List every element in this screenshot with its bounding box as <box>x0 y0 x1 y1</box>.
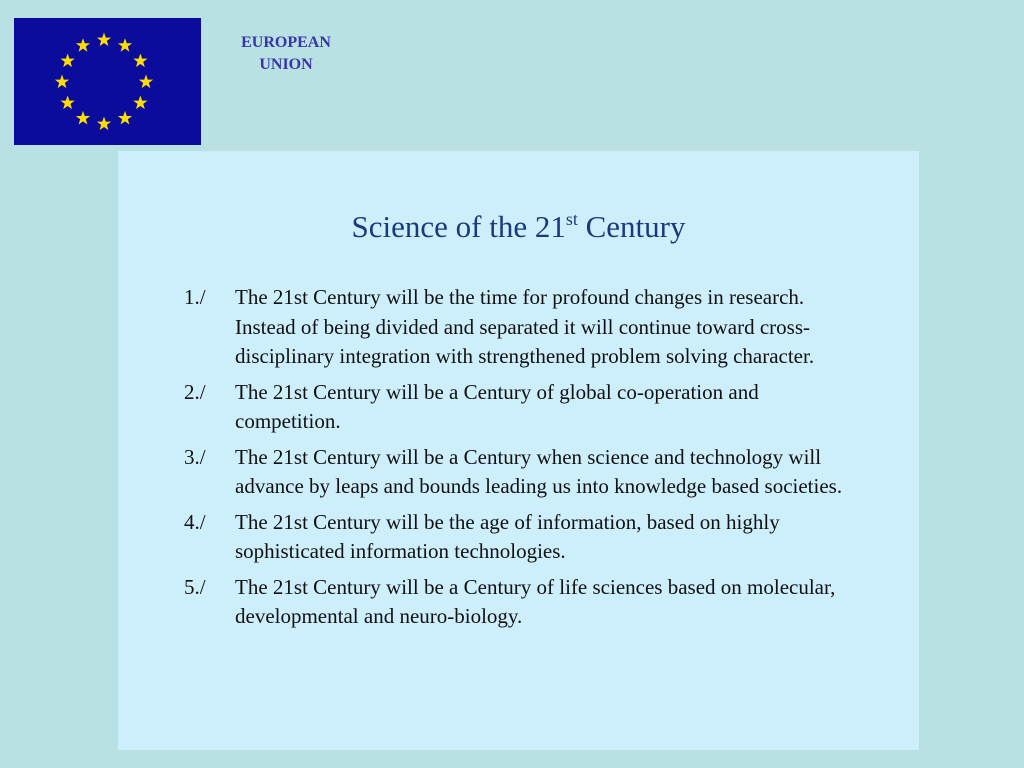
organization-label-line2: UNION <box>259 56 313 73</box>
star-icon <box>133 96 147 110</box>
list-item-text: The 21st Century will be the time for profound changes in research. Instead of being divided and separated it will continue toward cross-disciplinary integration with strengthened problem solving character. <box>235 285 815 368</box>
star-icon <box>118 38 132 52</box>
star-icon <box>139 75 153 89</box>
list-item <box>184 573 864 632</box>
list-item-text: The 21st Century will be a Century when science and technology will advance by leaps and bounds leading us into knowledge based societies. <box>235 444 843 498</box>
list-item <box>184 443 864 502</box>
eu-flag-logo <box>14 18 201 145</box>
list-item-number: 4./ <box>184 509 206 534</box>
organization-label-line1: EUROPEAN <box>241 34 331 51</box>
organization-label <box>226 32 346 76</box>
list-item-text: The 21st Century will be a Century of global co-operation and competition. <box>235 379 759 433</box>
list-item-text: The 21st Century will be a Century of life sciences based on molecular, developmental and neuro-biology. <box>235 574 836 628</box>
list-item-text: The 21st Century will be the age of information, based on highly sophisticated information technologies. <box>235 509 780 563</box>
star-icon <box>118 111 132 125</box>
slide-title-main: Science of the 21 <box>351 209 566 244</box>
slide-title <box>118 207 919 247</box>
list-item <box>184 283 864 372</box>
list-item <box>184 378 864 437</box>
list-item-number: 1./ <box>184 285 206 309</box>
slide-title-end: Century <box>577 209 686 244</box>
list-item-number: 5./ <box>184 574 206 599</box>
star-icon <box>97 33 111 47</box>
star-icon <box>76 38 90 52</box>
slide-title-superscript: st <box>565 209 578 229</box>
points-list <box>184 283 864 638</box>
star-icon <box>97 117 111 131</box>
star-icon <box>133 54 147 68</box>
star-icon <box>55 75 69 89</box>
list-item <box>184 508 864 567</box>
list-item-number: 3./ <box>184 444 206 469</box>
star-icon <box>76 111 90 125</box>
list-item-number: 2./ <box>184 379 206 404</box>
eu-flag-graphic <box>14 18 201 145</box>
star-icon <box>60 96 74 110</box>
slide-panel <box>118 151 919 750</box>
star-icon <box>60 54 74 68</box>
